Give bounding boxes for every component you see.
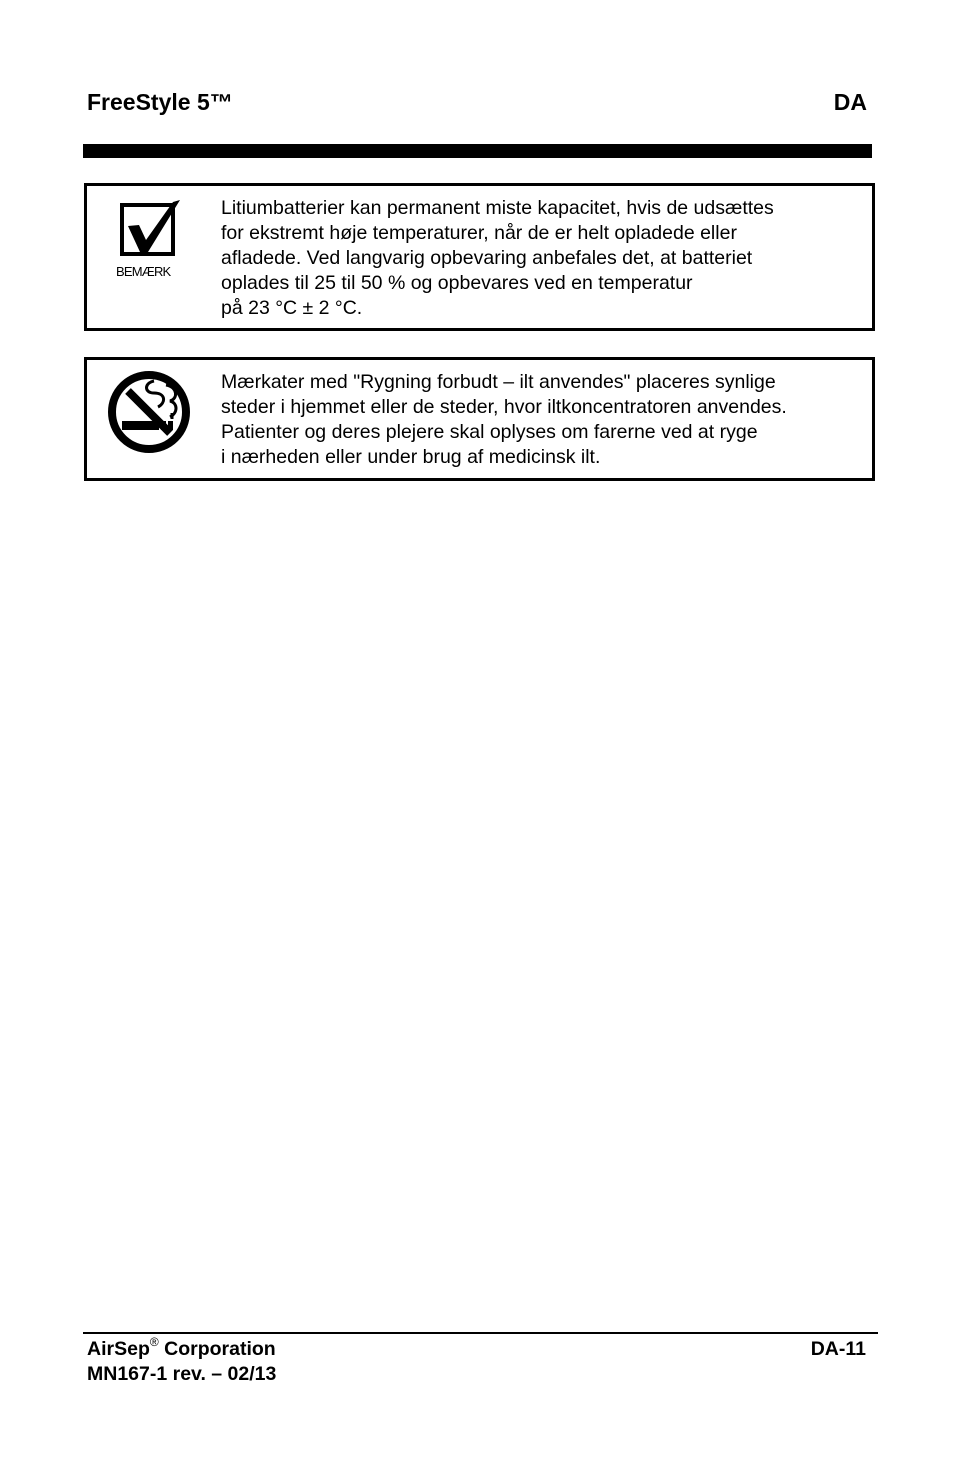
footer-company-block <box>87 1337 276 1387</box>
no-smoking-notice-text <box>221 370 871 470</box>
registered-trademark: ® <box>149 1335 159 1349</box>
company-name: AirSep <box>87 1338 150 1360</box>
notice-text-line: Litiumbatterier kan permanent miste kapacitet, hvis de udsættes <box>221 197 774 219</box>
notice-text-line: for ekstremt høje temperaturer, når de er helt opladede eller <box>221 222 737 244</box>
document-title: FreeStyle 5™ <box>87 89 233 115</box>
notice-text-line: på 23 °C ± 2 °C. <box>221 297 363 319</box>
notice-text-line: Mærkater med "Rygning forbudt – ilt anvendes" placeres synlige <box>221 371 776 393</box>
document-revision: MN167-1 rev. – 02/13 <box>87 1363 277 1385</box>
notice-text-line: oplades til 25 til 50 % og opbevares ved en temperatur <box>221 272 693 294</box>
notice-text-line: afladede. Ved langvarig opbevaring anbefales det, at batteriet <box>221 247 753 269</box>
note-notice-box <box>84 183 875 331</box>
company-line <box>87 1337 276 1362</box>
note-icon-label: BEMÆRK <box>116 264 171 279</box>
footer-divider <box>83 1332 878 1334</box>
no-smoking-notice-box <box>84 357 875 481</box>
no-smoking-icon <box>106 369 192 455</box>
company-suffix: Corporation <box>158 1338 276 1360</box>
notice-text-line: Patienter og deres plejere skal oplyses om farerne ved at ryge <box>221 421 758 443</box>
page-number: DA-11 <box>810 1338 866 1360</box>
notice-text-line: i nærheden eller under brug af medicinsk ilt. <box>221 446 601 468</box>
note-notice-text <box>221 196 871 321</box>
notice-text-line: steder i hjemmet eller de steder, hvor iltkoncentratoren anvendes. <box>221 396 787 418</box>
language-code: DA <box>833 89 867 115</box>
header-divider <box>83 144 872 158</box>
